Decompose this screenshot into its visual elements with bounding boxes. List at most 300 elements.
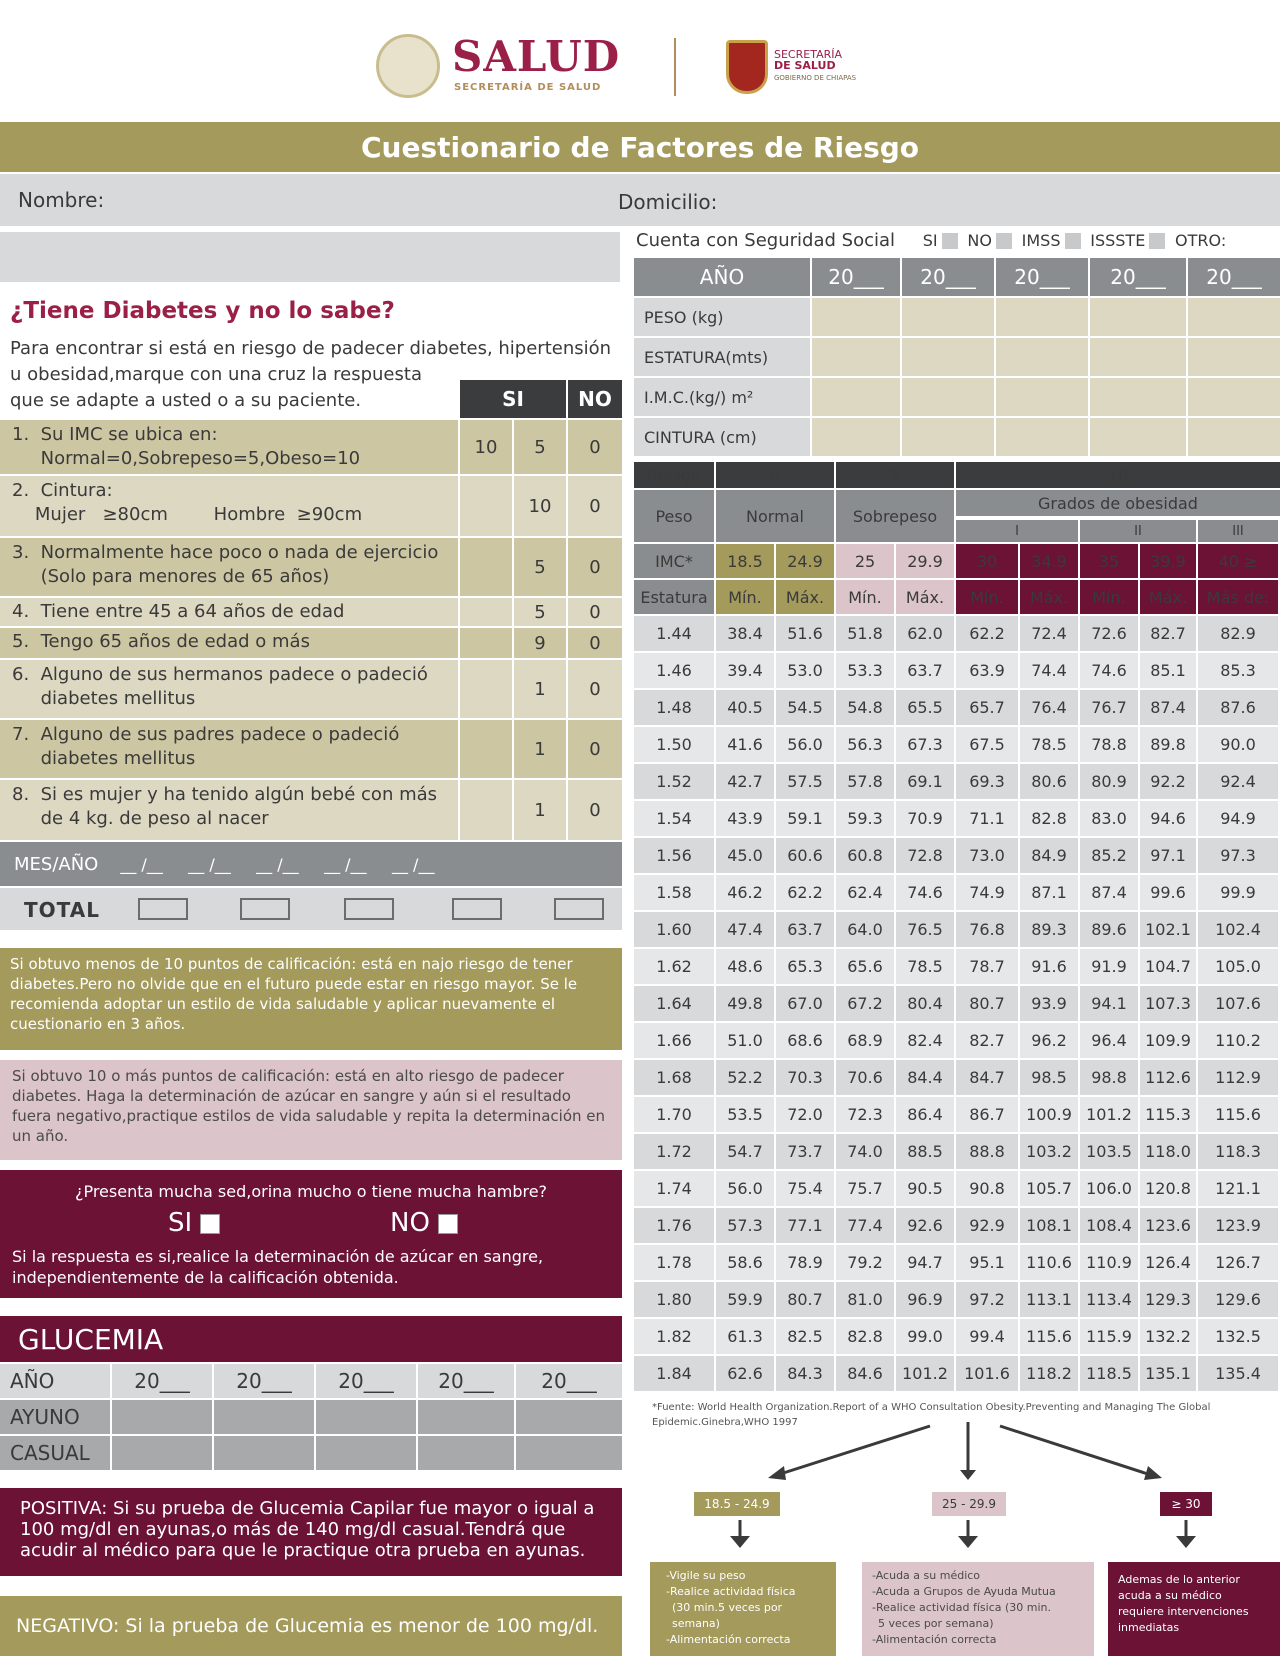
peso-label: Peso [634, 490, 714, 542]
question-line-1: 2. Cintura: [12, 480, 113, 501]
si-score-high[interactable] [460, 628, 512, 658]
chiapas-line2: DE SALUD [774, 59, 836, 72]
peso-value: 78.9 [776, 1245, 834, 1280]
peso-value: 73.7 [776, 1134, 834, 1169]
peso-value: 76.8 [956, 912, 1018, 947]
peso-value: 101.2 [896, 1356, 954, 1391]
glucemia-input-cell[interactable] [316, 1436, 416, 1470]
peso-value: 102.1 [1140, 912, 1196, 947]
normal-label: Normal [716, 490, 834, 542]
peso-value: 60.8 [836, 838, 894, 873]
peso-value: 74.6 [896, 875, 954, 910]
arrow-down-3-head [1176, 1536, 1196, 1548]
opt-otro: OTRO: [1175, 231, 1227, 250]
medidas-year-5[interactable]: 20___ [1188, 258, 1280, 296]
si-score[interactable]: 5 [514, 538, 566, 596]
checkbox-issste[interactable] [1149, 233, 1165, 249]
glucemia-input-cell[interactable] [418, 1400, 514, 1434]
peso-value: 98.5 [1020, 1060, 1078, 1095]
glucemia-year-3[interactable]: 20___ [316, 1364, 416, 1398]
glucemia-input-cell[interactable] [214, 1400, 314, 1434]
peso-value: 65.6 [836, 949, 894, 984]
peso-value: 67.0 [776, 986, 834, 1021]
arrow-down-1-head [730, 1536, 750, 1548]
si-score-high[interactable] [460, 720, 512, 778]
no-score[interactable]: 0 [568, 628, 622, 658]
diabetes-intro-2: u obesidad,marque con una cruz la respuesta [10, 364, 422, 385]
question-line-1: 6. Alguno de sus hermanos padece o padeció [12, 664, 428, 685]
medidas-input-cell[interactable] [1188, 298, 1280, 336]
peso-value: 85.2 [1080, 838, 1138, 873]
si-score-high[interactable]: 10 [460, 420, 512, 474]
no-score[interactable]: 0 [568, 660, 622, 718]
min-max-label: Mín. [1080, 580, 1138, 614]
estatura-value: 1.50 [634, 727, 714, 762]
peso-value: 79.2 [836, 1245, 894, 1280]
peso-value: 85.3 [1198, 653, 1278, 688]
peso-value: 53.3 [836, 653, 894, 688]
medidas-input-cell[interactable] [812, 298, 900, 336]
medidas-year-3[interactable]: 20___ [996, 258, 1088, 296]
estatura-value: 1.54 [634, 801, 714, 836]
glucemia-year-label: AÑO [0, 1364, 110, 1398]
question-label [0, 660, 458, 718]
si-score-high[interactable] [460, 476, 512, 536]
sed-no [390, 1208, 458, 1238]
peso-value: 83.0 [1080, 801, 1138, 836]
total-box-5[interactable] [554, 898, 604, 920]
peso-value: 56.3 [836, 727, 894, 762]
peso-value: 53.0 [776, 653, 834, 688]
peso-value: 81.0 [836, 1282, 894, 1317]
sed-si-label: SI [168, 1208, 193, 1238]
peso-value: 115.6 [1020, 1319, 1078, 1354]
peso-value: 120.8 [1140, 1171, 1196, 1206]
peso-value: 80.6 [1020, 764, 1078, 799]
peso-value: 110.9 [1080, 1245, 1138, 1280]
peso-value: 62.4 [836, 875, 894, 910]
question-label [0, 598, 458, 626]
peso-value: 113.1 [1020, 1282, 1078, 1317]
seguridad-label: Cuenta con Seguridad Social [636, 230, 896, 251]
opt-issste: ISSSTE [1090, 231, 1146, 250]
bmi-source-note: *Fuente: World Health Organization.Report of a WHO Consultation Obesity.Preventing and Managing The Global Epidemic.Ginebra,WHO 1997 [652, 1402, 1211, 1428]
rec-box-obesidad [1108, 1562, 1280, 1656]
peso-value: 60.6 [776, 838, 834, 873]
peso-value: 84.4 [896, 1060, 954, 1095]
nombre-input-area[interactable] [0, 232, 620, 282]
estatura-value: 1.74 [634, 1171, 714, 1206]
peso-value: 72.8 [896, 838, 954, 873]
peso-value: 68.6 [776, 1023, 834, 1058]
medidas-input-cell[interactable] [996, 418, 1088, 456]
peso-value: 106.0 [1080, 1171, 1138, 1206]
checkbox-imss[interactable] [1065, 233, 1081, 249]
rec-ob-3: requiere intervenciones [1118, 1605, 1249, 1618]
estatura-value: 1.76 [634, 1208, 714, 1243]
imc-label: IMC* [634, 544, 714, 578]
peso-value: 69.1 [896, 764, 954, 799]
min-max-label: Mín. [956, 580, 1018, 614]
glucemia-input-cell[interactable] [112, 1400, 212, 1434]
recommendation-arrows [634, 1418, 1280, 1550]
imc-value: 40 ≥ [1198, 544, 1278, 578]
arrow-down-2-head [958, 1536, 978, 1548]
estatura-value: 1.52 [634, 764, 714, 799]
peso-value: 84.7 [956, 1060, 1018, 1095]
peso-value: 132.2 [1140, 1319, 1196, 1354]
peso-value: 62.0 [896, 616, 954, 651]
peso-value: 56.0 [716, 1171, 774, 1206]
peso-value: 54.5 [776, 690, 834, 725]
peso-value: 90.0 [1198, 727, 1278, 762]
rec-sob-4: 5 veces por semana) [878, 1617, 994, 1630]
peso-value: 52.2 [716, 1060, 774, 1095]
peso-value: 82.7 [1140, 616, 1196, 651]
chiapas-shield-logo [726, 40, 768, 94]
estatura-value: 1.84 [634, 1356, 714, 1391]
estatura-value: 1.72 [634, 1134, 714, 1169]
peso-value: 102.4 [1198, 912, 1278, 947]
question-line-1: 7. Alguno de sus padres padece o padeció [12, 724, 400, 745]
medidas-row-label: ESTATURA(mts) [634, 338, 810, 376]
peso-value: 115.9 [1080, 1319, 1138, 1354]
diabetes-intro-1: Para encontrar si está en riesgo de padecer diabetes, hipertensión [10, 338, 612, 359]
peso-value: 63.9 [956, 653, 1018, 688]
question-label [0, 420, 458, 474]
total-label: TOTAL [24, 898, 100, 922]
question-line-2: diabetes mellitus [12, 748, 196, 769]
peso-value: 108.1 [1020, 1208, 1078, 1243]
si-score[interactable]: 5 [514, 598, 566, 626]
peso-value: 110.6 [1020, 1245, 1078, 1280]
peso-value: 88.8 [956, 1134, 1018, 1169]
rec-label-obesidad: ≥ 30 [1160, 1492, 1212, 1516]
total-box-1[interactable] [138, 898, 188, 920]
peso-value: 72.0 [776, 1097, 834, 1132]
question-label [0, 476, 458, 536]
peso-value: 67.5 [956, 727, 1018, 762]
peso-value: 87.4 [1140, 690, 1196, 725]
si-score-high[interactable] [460, 538, 512, 596]
peso-value: 45.0 [716, 838, 774, 873]
sed-question: ¿Presenta mucha sed,orina mucho o tiene mucha hambre? [74, 1182, 548, 1201]
peso-value: 70.6 [836, 1060, 894, 1095]
peso-value: 59.9 [716, 1282, 774, 1317]
rec-ob-2: acuda a su médico [1118, 1589, 1222, 1602]
question-line-2: (Solo para menores de 65 años) [12, 566, 330, 587]
peso-value: 103.2 [1020, 1134, 1078, 1169]
peso-value: 112.6 [1140, 1060, 1196, 1095]
high-risk-note: Si obtuvo 10 o más puntos de calificación: está en alto riesgo de padecer diabetes. Haga la determinación de azúcar en sangre y aún si el resultado fuera negativo,practique estilos de vida saludable y repita la determinación en un año. [0, 1060, 622, 1160]
min-max-label: Mín. [716, 580, 774, 614]
peso-value: 99.4 [956, 1319, 1018, 1354]
peso-value: 67.2 [836, 986, 894, 1021]
peso-value: 51.8 [836, 616, 894, 651]
glucemia-input-cell[interactable] [516, 1436, 622, 1470]
question-line-2: diabetes mellitus [12, 688, 196, 709]
medidas-input-cell[interactable] [902, 338, 994, 376]
peso-value: 93.9 [1020, 986, 1078, 1021]
mexico-seal-logo [376, 34, 440, 98]
medidas-input-cell[interactable] [1188, 338, 1280, 376]
medidas-input-cell[interactable] [996, 378, 1088, 416]
si-score[interactable]: 5 [514, 420, 566, 474]
estatura-value: 1.64 [634, 986, 714, 1021]
estatura-label: Estatura [634, 580, 714, 614]
peso-value: 85.1 [1140, 653, 1196, 688]
peso-value: 57.5 [776, 764, 834, 799]
mes-ano-row [0, 842, 622, 886]
medidas-year-4[interactable]: 20___ [1090, 258, 1186, 296]
diabetes-title: ¿Tiene Diabetes y no lo sabe? [10, 298, 395, 324]
si-score[interactable]: 1 [514, 660, 566, 718]
checkbox-si[interactable] [942, 233, 958, 249]
estatura-value: 1.66 [634, 1023, 714, 1058]
rec-normal-3: (30 min.5 veces por [672, 1601, 783, 1614]
peso-value: 76.4 [1020, 690, 1078, 725]
sed-si [168, 1208, 220, 1238]
no-score[interactable]: 0 [568, 598, 622, 626]
peso-value: 46.2 [716, 875, 774, 910]
peso-value: 123.9 [1198, 1208, 1278, 1243]
medidas-input-cell[interactable] [902, 298, 994, 336]
peso-value: 99.0 [896, 1319, 954, 1354]
arrow-left [774, 1426, 930, 1476]
no-score[interactable]: 0 [568, 780, 622, 840]
grado-1: I [956, 518, 1078, 542]
peso-value: 96.2 [1020, 1023, 1078, 1058]
medidas-input-cell[interactable] [1188, 418, 1280, 456]
peso-value: 105.7 [1020, 1171, 1078, 1206]
si-score-high[interactable] [460, 780, 512, 840]
glucemia-year-4[interactable]: 20___ [418, 1364, 514, 1398]
peso-value: 77.4 [836, 1208, 894, 1243]
glucemia-input-cell[interactable] [214, 1436, 314, 1470]
peso-value: 49.8 [716, 986, 774, 1021]
peso-value: 82.7 [956, 1023, 1018, 1058]
peso-value: 73.0 [956, 838, 1018, 873]
rec-normal-1: -Vigile su peso [666, 1569, 746, 1582]
peso-value: 97.2 [956, 1282, 1018, 1317]
peso-value: 78.5 [896, 949, 954, 984]
no-score[interactable]: 0 [568, 720, 622, 778]
peso-value: 110.2 [1198, 1023, 1278, 1058]
estatura-value: 1.46 [634, 653, 714, 688]
peso-value: 101.6 [956, 1356, 1018, 1391]
peso-value: 54.8 [836, 690, 894, 725]
checkbox-no[interactable] [996, 233, 1012, 249]
peso-value: 115.3 [1140, 1097, 1196, 1132]
peso-value: 78.8 [1080, 727, 1138, 762]
rec-sob-3: -Realice actividad física (30 min. [872, 1601, 1052, 1614]
mes-ano-slots[interactable]: __ /__ __ /__ __ /__ __ /__ __ /__ [120, 854, 435, 874]
medidas-year-label: AÑO [634, 258, 810, 296]
medidas-input-cell[interactable] [1188, 378, 1280, 416]
question-line-1: 8. Si es mujer y ha tenido algún bebé con más [12, 784, 438, 805]
glucemia-input-cell[interactable] [516, 1400, 622, 1434]
peso-value: 68.9 [836, 1023, 894, 1058]
peso-value: 88.5 [896, 1134, 954, 1169]
medidas-input-cell[interactable] [1090, 378, 1186, 416]
peso-value: 113.4 [1080, 1282, 1138, 1317]
question-line-2: Mujer ≥80cm Hombre ≥90cm [12, 504, 363, 525]
medidas-input-cell[interactable] [1090, 298, 1186, 336]
peso-value: 123.6 [1140, 1208, 1196, 1243]
total-row [0, 888, 622, 930]
page-title: Cuestionario de Factores de Riesgo [0, 122, 1280, 172]
grado-2: II [1080, 518, 1196, 542]
peso-value: 84.9 [1020, 838, 1078, 873]
question-label [0, 538, 458, 596]
peso-value: 64.0 [836, 912, 894, 947]
estatura-value: 1.80 [634, 1282, 714, 1317]
rec-ob-4: inmediatas [1118, 1621, 1180, 1634]
medidas-input-cell[interactable] [812, 378, 900, 416]
medidas-input-cell[interactable] [812, 338, 900, 376]
peso-value: 135.1 [1140, 1356, 1196, 1391]
medidas-input-cell[interactable] [812, 418, 900, 456]
low-risk-note: Si obtuvo menos de 10 puntos de calificación: está en najo riesgo de tener diabetes.Pero no olvide que en el futuro puede estar en riesgo mayor. Se le recomienda adoptar un estilo de vida saludable y aplicar nuevamente el cuestionario en 3 años. [0, 948, 622, 1050]
peso-value: 89.3 [1020, 912, 1078, 947]
peso-value: 40.5 [716, 690, 774, 725]
peso-value: 115.6 [1198, 1097, 1278, 1132]
peso-value: 41.6 [716, 727, 774, 762]
medidas-year-2[interactable]: 20___ [902, 258, 994, 296]
rec-box-normal [650, 1562, 836, 1656]
peso-value: 86.7 [956, 1097, 1018, 1132]
peso-value: 98.8 [1080, 1060, 1138, 1095]
peso-value: 57.3 [716, 1208, 774, 1243]
peso-value: 61.3 [716, 1319, 774, 1354]
peso-value: 91.6 [1020, 949, 1078, 984]
medidas-input-cell[interactable] [996, 338, 1088, 376]
no-score[interactable]: 0 [568, 476, 622, 536]
peso-value: 42.7 [716, 764, 774, 799]
peso-value: 126.7 [1198, 1245, 1278, 1280]
grado-3: III [1198, 518, 1278, 542]
si-header: SI [460, 380, 566, 418]
si-score-high[interactable] [460, 660, 512, 718]
peso-value: 105.0 [1198, 949, 1278, 984]
si-score[interactable]: 10 [514, 476, 566, 536]
imc-value: 25 [836, 544, 894, 578]
peso-value: 90.5 [896, 1171, 954, 1206]
estatura-value: 1.70 [634, 1097, 714, 1132]
peso-value: 56.0 [776, 727, 834, 762]
peso-value: 101.2 [1080, 1097, 1138, 1132]
rec-normal-4: semana) [672, 1617, 720, 1630]
peso-value: 59.1 [776, 801, 834, 836]
rec-ob-1: Ademas de lo anterior [1118, 1573, 1240, 1586]
si-score[interactable]: 9 [514, 628, 566, 658]
total-box-4[interactable] [452, 898, 502, 920]
peso-value: 92.4 [1198, 764, 1278, 799]
peso-value: 39.4 [716, 653, 774, 688]
estatura-value: 1.62 [634, 949, 714, 984]
min-max-label: Máx. [776, 580, 834, 614]
sed-si-checkbox[interactable] [200, 1214, 220, 1234]
peso-value: 69.3 [956, 764, 1018, 799]
peso-value: 107.3 [1140, 986, 1196, 1021]
rec-sob-1: -Acuda a su médico [872, 1569, 981, 1582]
riesgo-label: Riesgo [634, 462, 714, 488]
no-score[interactable]: 0 [568, 420, 622, 474]
glucemia-year-1[interactable]: 20___ [112, 1364, 212, 1398]
peso-value: 65.3 [776, 949, 834, 984]
medidas-input-cell[interactable] [1090, 418, 1186, 456]
medidas-row-label: CINTURA (cm) [634, 418, 810, 456]
peso-value: 82.4 [896, 1023, 954, 1058]
peso-value: 48.6 [716, 949, 774, 984]
glucemia-input-cell[interactable] [112, 1436, 212, 1470]
glucemia-input-cell[interactable] [418, 1436, 514, 1470]
peso-value: 82.8 [836, 1319, 894, 1354]
glucemia-row-label: CASUAL [0, 1436, 110, 1470]
si-score[interactable]: 1 [514, 720, 566, 778]
si-score-high[interactable] [460, 598, 512, 626]
medidas-input-cell[interactable] [902, 378, 994, 416]
peso-value: 78.7 [956, 949, 1018, 984]
min-max-label: Mín. [836, 580, 894, 614]
sed-no-label: NO [390, 1208, 430, 1238]
peso-value: 91.9 [1080, 949, 1138, 984]
peso-value: 87.6 [1198, 690, 1278, 725]
total-box-2[interactable] [240, 898, 290, 920]
total-box-3[interactable] [344, 898, 394, 920]
medidas-input-cell[interactable] [1090, 338, 1186, 376]
peso-value: 87.4 [1080, 875, 1138, 910]
peso-value: 76.5 [896, 912, 954, 947]
peso-value: 129.6 [1198, 1282, 1278, 1317]
rec-label-sobrepeso: 25 - 29.9 [932, 1492, 1006, 1516]
arrow-right-head [1144, 1466, 1162, 1480]
peso-value: 71.1 [956, 801, 1018, 836]
peso-value: 94.1 [1080, 986, 1138, 1021]
chiapas-line1: SECRETARÍA [774, 48, 843, 61]
sed-no-checkbox[interactable] [438, 1214, 458, 1234]
si-score[interactable]: 1 [514, 780, 566, 840]
peso-value: 118.5 [1080, 1356, 1138, 1391]
peso-value: 72.3 [836, 1097, 894, 1132]
question-line-1: 1. Su IMC se ubica en: [12, 424, 218, 445]
glucemia-input-cell[interactable] [316, 1400, 416, 1434]
imc-value: 24.9 [776, 544, 834, 578]
imc-value: 18.5 [716, 544, 774, 578]
peso-value: 90.8 [956, 1171, 1018, 1206]
peso-value: 38.4 [716, 616, 774, 651]
question-line-1: 5. Tengo 65 años de edad o más [12, 631, 310, 652]
peso-value: 47.4 [716, 912, 774, 947]
peso-value: 65.5 [896, 690, 954, 725]
glucemia-year-2[interactable]: 20___ [214, 1364, 314, 1398]
question-label [0, 780, 458, 840]
no-score[interactable]: 0 [568, 538, 622, 596]
peso-value: 74.4 [1020, 653, 1078, 688]
peso-value: 89.8 [1140, 727, 1196, 762]
medidas-input-cell[interactable] [902, 418, 994, 456]
question-label [0, 720, 458, 778]
medidas-input-cell[interactable] [996, 298, 1088, 336]
glucemia-year-5[interactable]: 20___ [516, 1364, 622, 1398]
peso-value: 100.9 [1020, 1097, 1078, 1132]
peso-value: 126.4 [1140, 1245, 1196, 1280]
salud-logo-text: SALUD [452, 32, 621, 81]
min-max-label: Máx. [896, 580, 954, 614]
peso-value: 53.5 [716, 1097, 774, 1132]
medidas-year-1[interactable]: 20___ [812, 258, 900, 296]
opt-imss: IMSS [1021, 231, 1061, 250]
